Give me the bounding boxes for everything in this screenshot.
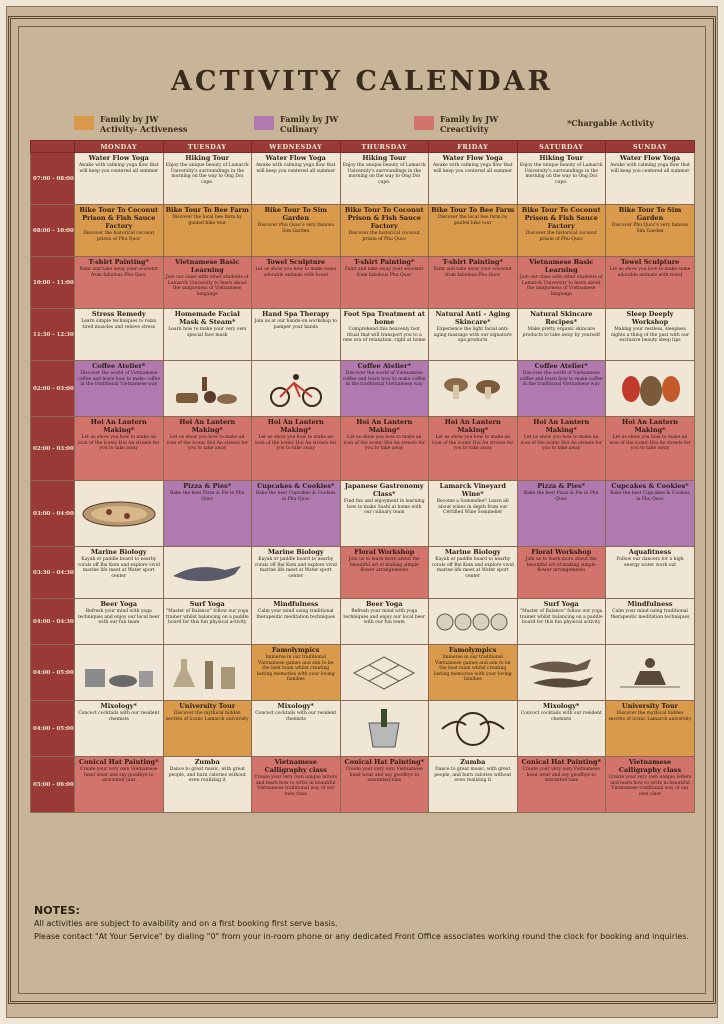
activity-description: Discover the world of Vietnamese coffee and learn how to make coffee in the traditional Vietnamese way (342, 371, 426, 387)
activity-description: Kayak or paddle board to nearby corals off Bai Kem and explore vivid marine life meet at Water sport center (254, 557, 337, 579)
activity-description: Join us to learn more about the beautiful art of making simple flower arrangements (525, 557, 597, 573)
activity-cell (75, 417, 164, 481)
activity-name: Towel Sculpture (266, 258, 326, 266)
activity-cell (340, 757, 429, 813)
activity-name: Lamarck Vineyard Wine* (439, 482, 506, 498)
activity-name: Bike Tour To Coconut Prison & Fish Sauce Factory (79, 206, 159, 230)
activity-name: Mixology* (277, 702, 314, 710)
activity-description: Discover the local bee farm by guided bike tour (172, 215, 243, 226)
calendar-row (31, 205, 695, 257)
activity-cell (75, 257, 164, 309)
activity-cell (340, 599, 429, 645)
towel-roll-icon (431, 610, 515, 634)
activity-cell (340, 547, 429, 599)
activity-cell (429, 547, 518, 599)
activity-description: Immerse in our traditional Vietnamese games and aim to be the best team whilst creating lasting memories with your loving families (433, 655, 512, 682)
activity-cell (606, 417, 695, 481)
activity-name: Water Flow Yoga (442, 154, 503, 162)
activity-name: Marine Biology (267, 548, 324, 556)
activity-name: Mixology* (100, 702, 137, 710)
illustration-cell (606, 361, 695, 417)
activity-description: Awake with calming yoga flow that will keep you centered all summer (610, 163, 690, 174)
activity-cell (163, 257, 252, 309)
activity-name: Stress Remedy (91, 310, 146, 318)
calendar-row (31, 257, 695, 309)
notes-section (34, 904, 694, 943)
activity-name: Bike Tour To Sim Garden (264, 206, 327, 222)
activity-description: Let us show you how to make an icon of the iconic Hoi An streets for you to take away (520, 435, 602, 451)
legend-line1: Family by JW (100, 114, 159, 124)
activity-description: Let us show you how to make an icon of the iconic Hoi An streets for you to take away (255, 435, 337, 451)
activity-description: Learn simple techniques to relax tired muscles and relieve stress (81, 319, 157, 330)
activity-name: Famolympics (272, 646, 320, 654)
activity-name: Hoi An Lantern Making* (621, 418, 679, 434)
activity-cell (252, 205, 341, 257)
illustration-cell (163, 361, 252, 417)
legend-culinary (254, 114, 338, 134)
activity-cell (252, 257, 341, 309)
time-slot: 08:00 - 10:00 (31, 205, 75, 257)
activity-name: Natural Skincare Recipes* (530, 310, 593, 326)
illustration-cell (252, 361, 341, 417)
activity-calendar-table (30, 140, 695, 813)
illustration-cell (606, 645, 695, 701)
activity-description: Make pretty organic skincare products to take away by yourself (522, 327, 600, 338)
activity-name: T-shirt Painting* (88, 258, 149, 266)
activity-cell (606, 757, 695, 813)
activity-cell (75, 599, 164, 645)
activity-description: Follow our dancers for a high energy water work out (616, 557, 684, 568)
activity-description: Create your very own Vietnamese head wear and say goodbye to unwanted tans (80, 767, 158, 783)
activity-description: Enjoy the unique beauty of Lamarck University's surroundings in the morning on the way to Ong Doi cape. (165, 163, 249, 185)
activity-cell (517, 309, 606, 361)
illustration-cell (163, 645, 252, 701)
activity-description: Enjoy the unique beauty of Lamarck University's surroundings in the morning on the way to Ong Doi cape. (519, 163, 603, 185)
activity-description: Awake with calming yoga flow that will keep you centered all summer (255, 163, 336, 174)
time-slot: 04:00 - 05:00 (31, 701, 75, 757)
activity-description: Dance to great music, with great people, and burn calories without even realizing it (434, 767, 512, 783)
activity-description: Experience the light facial anti-aging massage with our signature spa products (433, 327, 512, 343)
activity-cell (606, 481, 695, 547)
activity-cell (606, 205, 695, 257)
activity-name: Bike Tour To Sim Garden (618, 206, 682, 222)
activity-name: Surf Yoga (543, 600, 579, 608)
legend-creactivity (414, 114, 498, 134)
activity-cell (429, 417, 518, 481)
activity-cell (163, 309, 252, 361)
day-header-row (31, 141, 695, 153)
activity-description: Discover the world of Vietnamese coffee and learn how to make coffee in the traditional Vietnamese way (519, 371, 603, 387)
chargeable-note: *Chargable Activity (567, 118, 654, 128)
activity-name: Vietnamese Basic Learning (529, 258, 594, 274)
fish-icon (520, 653, 604, 693)
activity-description: Calm your mind using traditional therapeutic meditation techniques (610, 609, 690, 620)
activity-description: Discover the local bee farm by guided bike tour (437, 215, 508, 226)
activity-cell (606, 547, 695, 599)
lab-bottles-icon (166, 651, 250, 695)
activity-name: Hoi An Lantern Making* (444, 418, 501, 434)
activity-cell (340, 361, 429, 417)
activity-description: Let us show you how to make some adorable animals with towel (609, 267, 691, 278)
activity-cell (252, 757, 341, 813)
activity-cell (252, 309, 341, 361)
legend-line2: Creactivity (440, 124, 489, 134)
legend-swatch-creactivity (414, 116, 434, 130)
activity-name: Mindfulness (627, 600, 673, 608)
activity-name: Floral Workshop (531, 548, 592, 556)
activity-cell (163, 701, 252, 757)
legend-swatch-activeness (74, 116, 94, 130)
activity-name: Surf Yoga (189, 600, 225, 608)
activity-description: Learn how to make your very own special face mask (168, 327, 247, 338)
time-slot: 07:00 - 08:00 (31, 153, 75, 205)
activity-cell (429, 481, 518, 547)
activity-description: Dance to great music, with great people, and burn calories without even realizing it (168, 767, 246, 783)
activity-description: Bake the best Cupcakes & Cookies in Phu Quoc (255, 491, 336, 502)
notes-heading: NOTES: (34, 904, 80, 917)
illustration-cell (429, 599, 518, 645)
activity-name: Bike Tour To Bee Farm (431, 206, 515, 214)
time-slot: 04:00 - 04:30 (31, 599, 75, 645)
activity-name: Hiking Tour (362, 154, 407, 162)
activity-description: Join our class with other students of Lamarck University to learn about the uniqueness of Vietnamese language (165, 275, 249, 297)
activity-name: Towel Sculpture (620, 258, 680, 266)
calendar-row (31, 701, 695, 757)
activity-cell (75, 309, 164, 361)
activity-name: Water Flow Yoga (619, 154, 681, 162)
activity-name: Bike Tour To Bee Farm (165, 206, 249, 214)
activity-description: Bake the best Cupcakes & Cookies in Phu Quoc (610, 491, 690, 502)
activity-name: Water Flow Yoga (88, 154, 149, 162)
activity-cell (75, 205, 164, 257)
activity-cell (252, 153, 341, 205)
activity-name: Vietnamese Calligraphy class (618, 758, 682, 774)
activity-description: Discover the historical coconut prison of Phu Quoc (83, 231, 155, 242)
activity-cell (606, 309, 695, 361)
activity-cell (517, 547, 606, 599)
day-header: SATURDAY (517, 141, 606, 153)
activity-description: Concoct cocktails with our resident chemists (520, 711, 602, 722)
activity-name: University Tour (179, 702, 236, 710)
activity-description: Create your very own unique letters and learn how to write in beautiful Vietnamese traditional way of our own class (254, 775, 338, 797)
day-header: TUESDAY (163, 141, 252, 153)
activity-cell (252, 701, 341, 757)
activity-description: Discover the world of Vietnamese coffee and learn how to make coffee in the traditional Vietnamese way (77, 371, 161, 387)
activity-description: Discover the historical coconut prison of Phu Quoc (348, 231, 420, 242)
activity-name: Marine Biology (90, 548, 147, 556)
activity-cell (517, 701, 606, 757)
activity-name: Cupcakes & Cookies* (257, 482, 335, 490)
activity-description: Bake the best Pizza & Pie in Phu Quoc (523, 491, 599, 502)
activity-description: Let us show you how to make an icon of the iconic Hoi An streets for you to take away (78, 435, 160, 451)
activity-name: Beer Yoga (100, 600, 138, 608)
activity-description: Immerse in our traditional Vietnamese games and aim to be the best team whilst creating lasting memories with your loving families (256, 655, 335, 682)
activity-name: Conical Hat Painting* (521, 758, 601, 766)
activity-cell (429, 205, 518, 257)
activity-name: Hiking Tour (539, 154, 584, 162)
activity-cell (163, 599, 252, 645)
time-slot: 10:00 - 11:00 (31, 257, 75, 309)
illustration-cell (429, 361, 518, 417)
activity-name: Vietnamese Basic Learning (175, 258, 240, 274)
time-slot: 11:30 - 12:30 (31, 309, 75, 361)
activity-description: Kayak or paddle board to nearby corals off Bai Kem and explore vivid marine life meet at Water sport center (77, 557, 160, 579)
activity-name: Conical Hat Painting* (344, 758, 424, 766)
legend-line1: Family by JW (280, 114, 339, 124)
activity-cell (75, 701, 164, 757)
time-slot: 02:00 - 03:00 (31, 361, 75, 417)
calendar-row (31, 599, 695, 645)
calendar-row (31, 361, 695, 417)
activity-cell (340, 205, 429, 257)
activity-cell (429, 309, 518, 361)
activity-description: Discover the mythical hidden secrets of iconic Lamarck university (608, 711, 692, 722)
day-header: MONDAY (75, 141, 164, 153)
activity-name: University Tour (622, 702, 678, 710)
activity-description: Making your restless, sleepless nights a thing of the past with our exclusive beauty sleep tips (610, 327, 690, 343)
activity-name: Hoi An Lantern Making* (267, 418, 324, 434)
activity-description: Create your very own Vietnamese head wear and say goodbye to unwanted tans (522, 767, 600, 783)
time-slot: 05:00 - 06:00 (31, 757, 75, 813)
activity-cell (75, 153, 164, 205)
day-header: THURSDAY (340, 141, 429, 153)
illustration-cell (340, 701, 429, 757)
illustration-cell (340, 645, 429, 701)
activity-cell (517, 481, 606, 547)
notes-line-2: Please contact "At Your Service" by dialing "0" from your in-room phone or any dedicated Front Office associates working round the clock for booking and inquiries. (34, 932, 689, 941)
calendar-row (31, 547, 695, 599)
activity-name: Homemade Facial Mask & Steam* (174, 310, 240, 326)
activity-description: Create your very own unique letters and learn how to write in beautiful Vietnamese traditional way of our own class (608, 775, 692, 797)
activity-cell (163, 481, 252, 547)
activity-description: Find fun and enjoyment in learning how to make Sushi at home with our culinary team (343, 499, 425, 515)
activity-name: Floral Workshop (354, 548, 415, 556)
activity-name: Natural Anti – Aging Skincare* (435, 310, 511, 326)
activity-cell (429, 757, 518, 813)
calendar-row (31, 481, 695, 547)
activity-cell (340, 257, 429, 309)
activity-cell (75, 361, 164, 417)
activity-name: Bike Tour To Coconut Prison & Fish Sauce Factory (521, 206, 601, 230)
activity-name: Hoi An Lantern Making* (356, 418, 413, 434)
activity-cell (606, 153, 695, 205)
activity-cell (252, 599, 341, 645)
legend-line2: Culinary (280, 124, 319, 134)
activity-cell (252, 481, 341, 547)
bicycle-icon (254, 369, 338, 409)
activity-description: Refresh your mind with yoga techniques and enjoy our local beer with our fun team (343, 609, 426, 625)
activity-name: Pizza & Pies* (537, 482, 586, 490)
activity-description: Concoct cocktails with our resident chemists (255, 711, 337, 722)
activity-name: Beer Yoga (365, 600, 403, 608)
calendar-body (31, 153, 695, 813)
activity-cell (340, 481, 429, 547)
activity-description: Join our class with other students of Lamarck University to learn about the uniqueness of Vietnamese language (519, 275, 603, 297)
dolphin-icon (166, 558, 250, 588)
activity-cell (606, 257, 695, 309)
activity-name: Aquafitness (628, 548, 672, 556)
activity-cell (517, 599, 606, 645)
activity-cell (252, 645, 341, 701)
illustration-cell (429, 701, 518, 757)
activity-cell (517, 757, 606, 813)
activity-name: Hand Spa Therapy (262, 310, 330, 318)
legend-label-culinary (280, 114, 338, 134)
activity-description: Let us show you how to make an icon of the iconic Hoi An streets for you to take away (609, 435, 691, 451)
activity-cell (429, 645, 518, 701)
activity-description: Discover the mythical hidden secrets of iconic Lamarck university (165, 711, 249, 722)
activity-description: "Master of Balance" follow our yoga trainer whilst balancing on a paddle board for this fun physical activity (165, 609, 249, 625)
activity-description: Calm your mind using traditional therapeutic meditation techniques (256, 609, 336, 620)
activity-name: Foot Spa Treatment at home (343, 310, 425, 326)
activity-description: Let us show you how to make some adorable animals with towel (255, 267, 337, 278)
illustration-cell (75, 481, 164, 547)
legend-label-activeness (100, 114, 187, 134)
activity-description: Paint and take away your souvenir from fabulous Phu Quoc (344, 267, 424, 278)
activity-name: Mixology* (543, 702, 580, 710)
activity-description: Kayak or paddle board to nearby corals off Bai Kem and explore vivid marine life meet at Water sport center (431, 557, 514, 579)
activity-name: T-shirt Painting* (354, 258, 415, 266)
activity-cell (163, 153, 252, 205)
calendar-row (31, 645, 695, 701)
activity-cell (606, 599, 695, 645)
activity-name: Mindfulness (273, 600, 319, 608)
illustration-cell (517, 645, 606, 701)
activity-description: Awake with calming yoga flow that will keep you centered all summer (432, 163, 513, 174)
calendar-row (31, 153, 695, 205)
legend-label-creactivity (440, 114, 498, 134)
mushroom-icon (431, 369, 515, 409)
legend-line1: Family by JW (440, 114, 499, 124)
activity-cell (252, 547, 341, 599)
activity-description: Discover the historical coconut prison of Phu Quoc (525, 231, 597, 242)
activity-cell (75, 757, 164, 813)
activity-cell (252, 417, 341, 481)
activity-description: Discover Phu Quoc's very famous Sim Garden (611, 223, 689, 234)
illustration-cell (75, 645, 164, 701)
activity-cell (429, 257, 518, 309)
activity-description: Become a Sommelier! Learn all about wines in depth from our Certified Wine Sommelier (436, 499, 509, 515)
net-icon (343, 651, 427, 695)
day-header: WEDNESDAY (252, 141, 341, 153)
activity-description: Concoct cocktails with our resident chemists (78, 711, 160, 722)
activity-description: "Master of Balance" follow our yoga trainer whilst balancing on a paddle board for this fun physical activity (519, 609, 603, 625)
activity-cell (340, 417, 429, 481)
time-slot: 03:30 - 04:30 (31, 547, 75, 599)
time-slot: 03:00 - 04:00 (31, 481, 75, 547)
notes-line-1: All activities are subject to avaibility and on a first booking first serve basis. (34, 919, 338, 928)
activity-cell (163, 757, 252, 813)
activity-description: Paint and take away your souvenir from fabulous Phu Quoc (79, 267, 159, 278)
activity-description: Let us show you how to make an icon of the iconic Hoi An streets for you to take away (166, 435, 248, 451)
activity-description: Awake with calming yoga flow that will keep you centered all summer (78, 163, 159, 174)
activity-cell (429, 153, 518, 205)
activity-cell (517, 153, 606, 205)
day-header: FRIDAY (429, 141, 518, 153)
activity-name: Hiking Tour (185, 154, 230, 162)
activity-description: Enjoy the unique beauty of Lamarck University's surroundings in the morning on the way to Ong Doi cape. (342, 163, 426, 185)
illustration-cell (163, 547, 252, 599)
legend (74, 114, 694, 138)
meditation-icon (608, 651, 692, 695)
activity-name: Coffee Atelier* (534, 362, 588, 370)
activity-name: Famolympics (449, 646, 497, 654)
legend-swatch-culinary (254, 116, 274, 130)
activity-name: Hoi An Lantern Making* (179, 418, 236, 434)
activity-name: Coffee Atelier* (357, 362, 411, 370)
activity-name: Bike Tour To Coconut Prison & Fish Sauce Factory (344, 206, 424, 230)
activity-name: Pizza & Pies* (183, 482, 232, 490)
activity-cell (163, 417, 252, 481)
activity-description: Let us show you how to make an icon of the iconic Hoi An streets for you to take away (343, 435, 425, 451)
activity-cell (517, 417, 606, 481)
activity-cell (340, 309, 429, 361)
activity-description: Comprehend this heavenly foot ritual that will transport you to a new era of relaxation, right at home (342, 327, 426, 343)
calendar-row (31, 309, 695, 361)
wine-bucket-icon (343, 707, 427, 751)
activity-description: Bake the best Pizza & Pie in Phu Quoc (169, 491, 245, 502)
activity-cell (517, 361, 606, 417)
activity-name: Water Flow Yoga (265, 154, 326, 162)
activity-name: Zumba (194, 758, 220, 766)
time-slot: 02:00 - 03:00 (31, 417, 75, 481)
activity-description: Refresh your mind with yoga techniques and enjoy our local beer with our fun team (77, 609, 160, 625)
calendar-row (31, 757, 695, 813)
cookware-icon (77, 651, 161, 695)
activity-name: Vietnamese Calligraphy class (264, 758, 327, 774)
activity-description: Create your very own Vietnamese head wear and say goodbye to unwanted tans (345, 767, 423, 783)
activity-cell (75, 547, 164, 599)
activity-cell (340, 153, 429, 205)
legend-line2: Activity- Activeness (100, 124, 188, 134)
activity-cell (517, 257, 606, 309)
activity-name: Sleep Deeply Workshop (626, 310, 674, 326)
activity-cell (606, 701, 695, 757)
activity-name: Marine Biology (444, 548, 501, 556)
legend-activeness (74, 114, 187, 134)
pizza-icon (77, 496, 161, 532)
activity-name: Japanese Gastronomy Class* (344, 482, 424, 498)
activity-name: T-shirt Painting* (442, 258, 503, 266)
activity-description: Join us at our hands-on workshop to pamper your hands (254, 319, 337, 330)
activity-cell (517, 205, 606, 257)
emblem-icon (431, 707, 515, 751)
spa-icon (166, 369, 250, 409)
activity-name: Hoi An Lantern Making* (533, 418, 590, 434)
time-slot: 04:00 - 05:00 (31, 645, 75, 701)
activity-name: Coffee Atelier* (92, 362, 146, 370)
lantern-icon (608, 367, 692, 411)
time-header (31, 141, 75, 153)
activity-cell (163, 205, 252, 257)
activity-name: Cupcakes & Cookies* (611, 482, 689, 490)
activity-description: Let us show you how to make an icon of the iconic Hoi An streets for you to take away (432, 435, 514, 451)
activity-description: Discover Phu Quoc's very famous Sim Garden (257, 223, 334, 234)
day-header: SUNDAY (606, 141, 695, 153)
activity-description: Paint and take away your souvenir from fabulous Phu Quoc (433, 267, 513, 278)
activity-name: Conical Hat Painting* (79, 758, 159, 766)
activity-name: Zumba (460, 758, 486, 766)
page-title: ACTIVITY CALENDAR (171, 66, 553, 97)
activity-name: Hoi An Lantern Making* (90, 418, 147, 434)
calendar-row (31, 417, 695, 481)
activity-description: Join us to learn more about the beautiful art of making simple flower arrangements (348, 557, 420, 573)
